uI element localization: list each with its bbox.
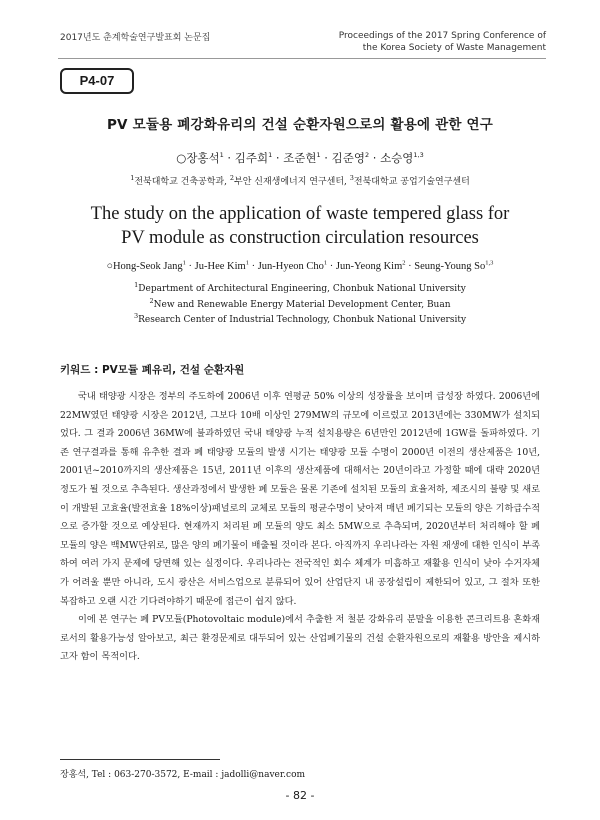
english-title-line1: The study on the application of waste tempered glass for [90,204,510,224]
affil-sup: 3 [349,174,354,182]
author-sup: 2 [402,259,406,267]
presenter-mark: ○ [176,151,187,165]
body-paragraph-1: 국내 태양광 시장은 정부의 주도하에 2006년 이후 연평균 50% 이상의 성장률을 보이며 급성장 하였다. 2006년에 22MW였던 태양광 시장은 2012년, 그보다 10배 이상인 279MW의 규모에 이르렀고 2013년에는 330MW가 설치되었다. 그 결과 2006년 36MW에 불과하였던 국내 태양광 누적 설치용량은 6년만인 2012년에 1GW를 돌파하였다. 기존 연구결과를 통해 유추한 결과 폐 태양광 모듈의 발생 시기는 태양광 모듈 수명이 2000년 이전의 생산제품은 10년, 2001년~2010까지의 생산제품은 15년, 2011년 이후의 생산제품에 대해서는 20년이라고 가정할 때에 대략 2020년 정도가 될 것으로 추측된다. 생산과정에서 발생한 폐 모듈은 물론 기존에 설치된 모듈의 효율저하, 제조시의 불량 및 새로이 개발된 고효율(발전효율 18%이상)패널로의 교체로 모듈의 평균수명이 낮아져 매년 폐기되는 모듈의 양은 기하급수적으로 증가할 것으로 예상된다. 현재까지 처리된 폐 모듈의 양도 최소 5MW으로 추측되며, 2020년부터 처리해야 할 폐 모듈의 양은 백MW단위로, 많은 양의 폐기물이 배출될 것이라 본다. 아직까지 우리나라는 자원 재생에 대한 인식이 부족하여 여러 가지 문제에 당면해 있는 실정이다. 우리나라는 전국적인 회수 체계가 미흡하고 재활용 인식이 낮아 수거자체가 어려울 뿐만 아니라, 도시 광산은 서비스업으로 분류되어 있어 산업단지 내 공장설립이 제한되어 있고, 그 절차 또한 복잡하고 오랜 시간 기다려야하기 때문에 접근이 쉽지 않다. [60,391,540,607]
affil-text: Research Center of Industrial Technology, Chonbuk National University [138,315,467,325]
affil-text: 부안 신재생에너지 연구센터, [234,177,350,187]
korean-title: PV 모듈용 폐강화유리의 건설 순환자원으로의 활용에 관한 연구 [106,117,494,133]
author-name: Hong-Seok Jang [112,261,183,272]
author-name: Seung-Young So [414,261,486,272]
author-separator: · [327,261,336,272]
author-name: 김주희 [234,151,269,165]
keywords-label: 키워드 : [60,364,102,376]
author-name: Jun-Hyeon Cho [257,261,324,272]
affil-text: 전북대학교 건축공학과, [134,177,230,187]
english-title-line2: PV module as construction circulation resources [121,228,479,248]
author-separator: · [248,261,258,272]
author-name: Ju-Hee Kim [194,261,246,272]
author-name: 장홍석 [186,151,220,165]
korean-affiliations [0,174,600,187]
affil-text: Department of Architectural Engineering, Chonbuk National University [138,284,466,294]
keywords [60,362,244,377]
body-text [60,388,540,667]
author-sup: 1 [245,259,249,267]
running-header-left: 2017년도 춘계학술연구발표회 논문집 [60,33,211,43]
author-name: 조준현 [283,151,317,165]
author-separator: · [405,261,415,272]
english-affiliations [0,282,600,329]
footnote-divider [60,759,220,760]
page-number: - 82 - [285,789,315,802]
author-sup: 2 [364,151,370,160]
affil-sup: 1 [130,174,135,182]
korean-authors: ○장홍석$^1$ · 김주희$^1$ · 조준현$^1$ · 김준영$^2$ · 소승영$^{1,3}$ [176,151,424,165]
english-title [0,202,600,250]
paper-code-badge: P4-07 [60,68,134,94]
author-sup: 1 [268,151,273,160]
running-header-right [339,30,546,54]
author-name: 소승영 [380,151,414,165]
author-sup: 1,3 [485,259,494,267]
author-sup: 1 [182,259,186,267]
header-divider [58,58,546,59]
affil-text: New and Renewable Energy Material Development Center, Buan [153,299,451,310]
affil-sup: 1 [134,281,139,289]
affil-sup: 2 [149,296,154,305]
affiliation-line [0,298,600,314]
affiliation-line [0,282,600,298]
running-header-right-line2: the Korea Society of Waste Management [362,43,546,53]
author-sup: 1,3 [413,151,424,160]
affil-text: 전북대학교 공업기술연구센터 [353,177,470,187]
affil-sup: 2 [229,174,234,182]
author-name: 김준영 [331,151,365,165]
presenter-mark: ○ [106,261,113,272]
author-separator: · [185,261,195,272]
author-sup: 1 [323,259,328,267]
affil-sup: 3 [133,312,139,320]
footnote-contact: 장홍석, Tel : 063-270-3572, E-mail : jadolli@naver.com [60,770,306,780]
author-sup: 1 [219,151,224,160]
running-header-right-line1: Proceedings of the 2017 Spring Conference of [338,31,546,41]
keywords-text: PV모듈 폐유리, 건설 순환자원 [101,364,245,376]
affiliation-line [0,313,600,329]
english-authors [0,261,600,272]
author-name: Jun-Yeong Kim [335,261,403,272]
author-sup: 1 [316,151,321,160]
body-paragraph-2: 이에 본 연구는 폐 PV모듈(Photovoltaic module)에서 추출한 저 철분 강화유리 분말을 이용한 콘크리트용 혼화재로서의 활용가능성 알아보고, 최근 환경문제로 대두되어 있는 산업폐기물의 건설 순환자원으로의 재활용 방안을 제시하고자 함이 목적이다. [60,614,540,663]
